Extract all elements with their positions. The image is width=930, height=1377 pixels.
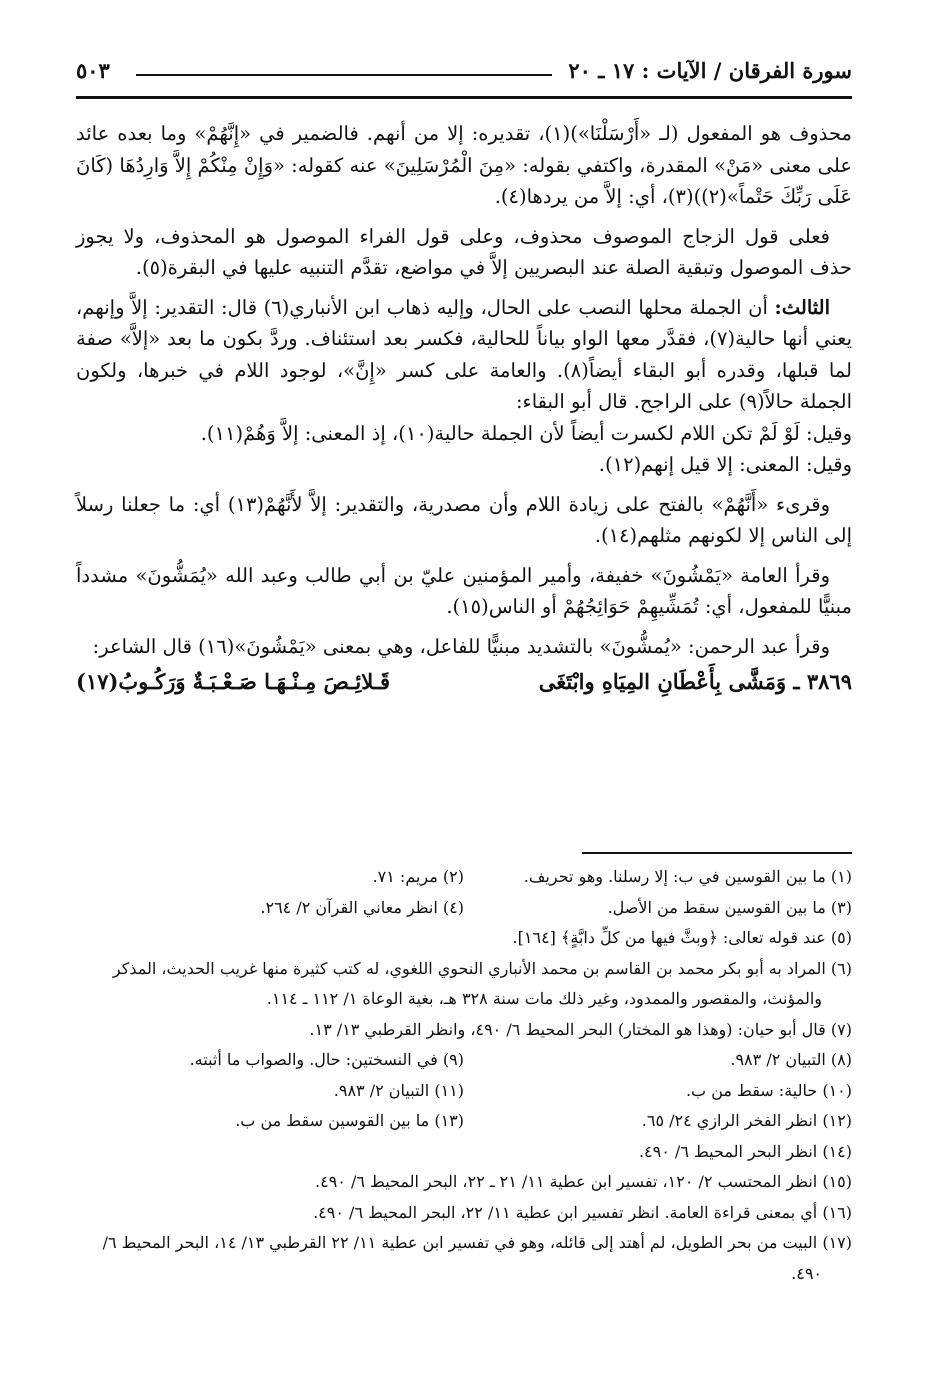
footnote-4: (٤) انظر معاني القرآن ٢/ ٢٦٤. (260, 897, 464, 917)
paragraph-2: فعلى قول الزجاج الموصوف محذوف، وعلى قول الفراء الموصول هو المحذوف، ولا يجوز حذف الموصول وتبقية الصلة عند البصريين إلاَّ في مواضع، تقدَّم التنبيه عليها في البقرة(٥). (76, 224, 852, 279)
footnote-row (76, 1045, 852, 1076)
footnote-9: (٩) في النسختين: حال. والصواب ما أثبته. (189, 1050, 464, 1069)
verse-hemistich-1: وَمَشَّى بِأَعْطَانِ المِيَاهِ وابْتَغَى (538, 669, 787, 694)
footnote-13: (١٣) ما بين القوسين سقط من ب. (235, 1111, 464, 1130)
footnote-7: (٧) قال أبو حيان: (وهذا هو المختار) البحر المحيط ٦/ ٤٩٠، وانظر القرطبي ١٣/ ١٣. (309, 1019, 852, 1039)
footnote-15: (١٥) انظر المحتسب ٢/ ١٢٠، تفسير ابن عطية ١١/ ٢١ ـ ٢٢، البحر المحيط ٦/ ٤٩٠. (315, 1172, 852, 1191)
footnote-16: (١٦) أي بمعنى قراءة العامة. انظر تفسير ابن عطية ١١/ ٢٢، البحر المحيط ٦/ ٤٩٠. (313, 1202, 852, 1222)
footnote-6: (٦) المراد به أبو بكر محمد بن القاسم بن محمد الأنباري النحوي اللغوي، له كتب كثيرة منها غريب الحديث، المذكر والمؤنث، والمقصور والممدود، وغير ذلك مات سنة ٣٢٨ هـ، بغية الوعاة ١/ ١١٢ ـ ١١٤. (112, 958, 852, 1008)
footnote-1: (١) ما بين القوسين في ب: إلا رسلنا. وهو تحريف. (523, 867, 852, 886)
footnote-12: (١٢) انظر الفخر الرازي ٢٤/ ٦٥. (641, 1111, 852, 1130)
paragraph-5: وقيل: المعنى: إلا قيل إنهم(١٢). (598, 453, 852, 476)
verse-first-half (539, 666, 852, 698)
footnote-10: (١٠) حالية: سقط من ب. (685, 1080, 852, 1100)
footnote-8: (٨) التبيان ٢/ ٩٨٣. (730, 1050, 852, 1069)
header-rule (136, 74, 552, 76)
page-number: ٥٠٣ (76, 58, 110, 83)
paragraph-1: محذوف هو المفعول (لـ «أَرْسَلْنَا»)(١)، تقديره: إلا من أنهم. فالضمير في «إِنَّهُمْ» وما بعده عائد على معنى «مَنْ» المقدرة، واكتفي بقوله: «مِنَ الْمُرْسَلِينَ» عنه كقوله: «وَإِنْ مِنْكُمْ إِلاَّ وَارِدُهَا (كَانَ عَلَى رَبِّكَ حَتْماً»(٢))(٣)، أي: إلاَّ من يردها(٤). (76, 122, 852, 208)
footnotes (76, 862, 852, 1289)
footnote-2: (٢) مريم: ٧١. (372, 867, 464, 886)
paragraph-7: وقرأ العامة «يَمْشُونَ» خفيفة، وأمير المؤمنين عليّ بن أبي طالب وعبد الله «يُمَشُّونَ» مشدداً مبنيًّا للمفعول، أي: تُمَشِّيهِمْ حَوَائِجُهُمْ أو الناس(١٥). (76, 563, 852, 618)
paragraph-3 (76, 292, 852, 418)
footnote-separator (582, 852, 852, 854)
footnote-14: (١٤) انظر البحر المحيط ٦/ ٤٩٠. (638, 1141, 852, 1161)
footnote-5: (٥) عند قوله تعالى: ﴿وبثَّ فيها من كلِّ دابَّةٍ﴾ [١٦٤]. (512, 928, 852, 947)
footnote-row (76, 1076, 852, 1107)
poetry-verse (76, 666, 852, 698)
paragraph-3-text: أن الجملة محلها النصب على الحال، وإليه ذهاب ابن الأنباري(٦) قال: التقدير: إلاَّ وإنهم، يعني أنها حالية(٧)، فقدَّر معها الواو بياناً للحالية، فكسر بعد استئناف. وردَّ بكون ما بعد «إلاَّ» صفة لما قبلها، وقدره أبو البقاء أيضاً(٨). والعامة على كسر «إِنَّ»، لوجود اللام في خبرها، ولكون الجملة حالاً(٩) على الراجح. قال أبو البقاء: (76, 295, 852, 413)
footnote-3: (٣) ما بين القوسين سقط من الأصل. (607, 897, 852, 917)
footnote-row (76, 862, 852, 893)
paragraph-6: وقرىء «أَنَّهُمْ» بالفتح على زيادة اللام وأن مصدرية، والتقدير: إلاَّ لأَنَّهُمْ(١٣) أي: ما جعلنا رسلاً إلى الناس إلا لكونهم مثلهم(١٤). (76, 492, 852, 547)
paragraph-4: وقيل: لَوْ لَمْ تكن اللام لكسرت أيضاً لأن الجملة حالية(١٠)، إذ المعنى: إلاَّ وَهُمْ(١١). (200, 421, 852, 445)
footnote-row (76, 893, 852, 924)
verse-hemistich-2: قَـلائِـصَ مِـنْـهَـا صَـعْـبَـةٌ وَرَكُـوبُ(١٧) (76, 669, 391, 694)
running-title: سورة الفرقان / الآيات : ١٧ ـ ٢٠ (568, 58, 852, 83)
main-text (76, 118, 852, 698)
section-label-third: الثالث: (774, 295, 831, 319)
verse-number: ٣٨٦٩ ـ (793, 669, 852, 694)
paragraph-8: وقرأ عبد الرحمن: «يُمشُّونَ» بالتشديد مبنيًّا للفاعل، وهي بمعنى «يَمْشُونَ»(١٦) قال الشاعر: (92, 634, 830, 658)
page-header (76, 52, 852, 99)
footnote-17: (١٧) البيت من بحر الطويل، لم أهتد إلى قائله، وهو في تفسير ابن عطية ١١/ ٢٢ القرطبي ١٣/ ١٤، البحر المحيط ٦/ ٤٩٠. (102, 1233, 852, 1283)
footnote-row (76, 1106, 852, 1137)
footnote-11: (١١) التبيان ٢/ ٩٨٣. (333, 1080, 464, 1100)
